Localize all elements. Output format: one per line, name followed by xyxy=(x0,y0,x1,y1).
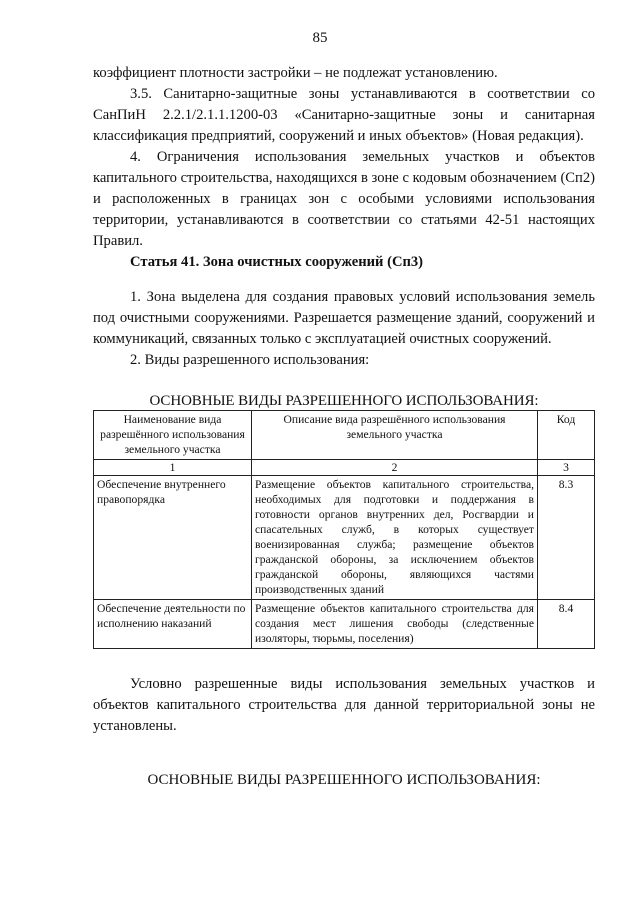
paragraph-sanitary-zones: 3.5. Санитарно-защитные зоны устанавливаются в соответствии со СанПиН 2.2.1/2.1.1.1200-03 «Санитарно-защитные зоны и санитарная классификация предприятий, сооружений и иных объектов» (Новая редакция). xyxy=(93,86,595,144)
paragraph-permitted-uses: 2. Виды разрешенного использования: xyxy=(130,352,370,368)
bottom-table-caption: ОСНОВНЫЕ ВИДЫ РАЗРЕШЕННОГО ИСПОЛЬЗОВАНИЯ: xyxy=(147,772,541,788)
document-body xyxy=(93,63,595,789)
paragraph-density: коэффициент плотности застройки – не подлежат установлению. xyxy=(93,65,498,81)
use-description: Размещение объектов капитального строительства, необходимых для подготовки и поддержания в готовности органов внутренних дел, Росгвардии и спасательных служб, в которых существует военизированная служба; размещение объектов гражданской обороны, за исключением объектов гражданской обороны, являющихся частями производственных зданий xyxy=(252,476,538,600)
article-title: Статья 41. Зона очистных сооружений (Сп3) xyxy=(130,254,424,270)
table-row xyxy=(94,600,595,649)
table-header-row xyxy=(94,411,595,460)
header-name: Наименование вида разрешённого использования земельного участка xyxy=(94,411,252,460)
use-code: 8.4 xyxy=(538,600,595,649)
paragraph-restrictions: 4. Ограничения использования земельных участков и объектов капитального строительства, находящихся в зоне с кодовым обозначением (Сп2) и расположенных в границах зон с особыми условиями использования территории, устанавливаются в соответствии со статьями 42-51 настоящих Правил. xyxy=(93,149,595,249)
column-number-row xyxy=(94,460,595,476)
use-description: Размещение объектов капитального строительства для создания мест лишения свободы (следственные изоляторы, тюрьмы, поселения) xyxy=(252,600,538,649)
spacer xyxy=(93,273,595,287)
header-code: Код xyxy=(538,411,595,460)
column-number-2: 2 xyxy=(252,460,538,476)
paragraph-conditional-uses: Условно разрешенные виды использования земельных участков и объектов капитального строительства для данной территориальной зоны не установлены. xyxy=(93,676,595,734)
table-row xyxy=(94,476,595,600)
paragraph-zone-purpose: 1. Зона выделена для создания правовых условий использования земель под очистными сооружениями. Разрешается размещение зданий, сооружений и коммуникаций, связанных только с эксплуатацией очистных сооружений. xyxy=(93,289,595,347)
column-number-1: 1 xyxy=(94,460,252,476)
table-caption: ОСНОВНЫЕ ВИДЫ РАЗРЕШЕННОГО ИСПОЛЬЗОВАНИЯ: xyxy=(149,393,539,409)
permitted-uses-table xyxy=(93,410,595,649)
use-code: 8.3 xyxy=(538,476,595,600)
use-name: Обеспечение внутреннего правопорядка xyxy=(94,476,252,600)
header-description: Описание вида разрешённого использования земельного участка xyxy=(252,411,538,460)
use-name: Обеспечение деятельности по исполнению наказаний xyxy=(94,600,252,649)
page-number: 85 xyxy=(312,30,328,46)
column-number-3: 3 xyxy=(538,460,595,476)
